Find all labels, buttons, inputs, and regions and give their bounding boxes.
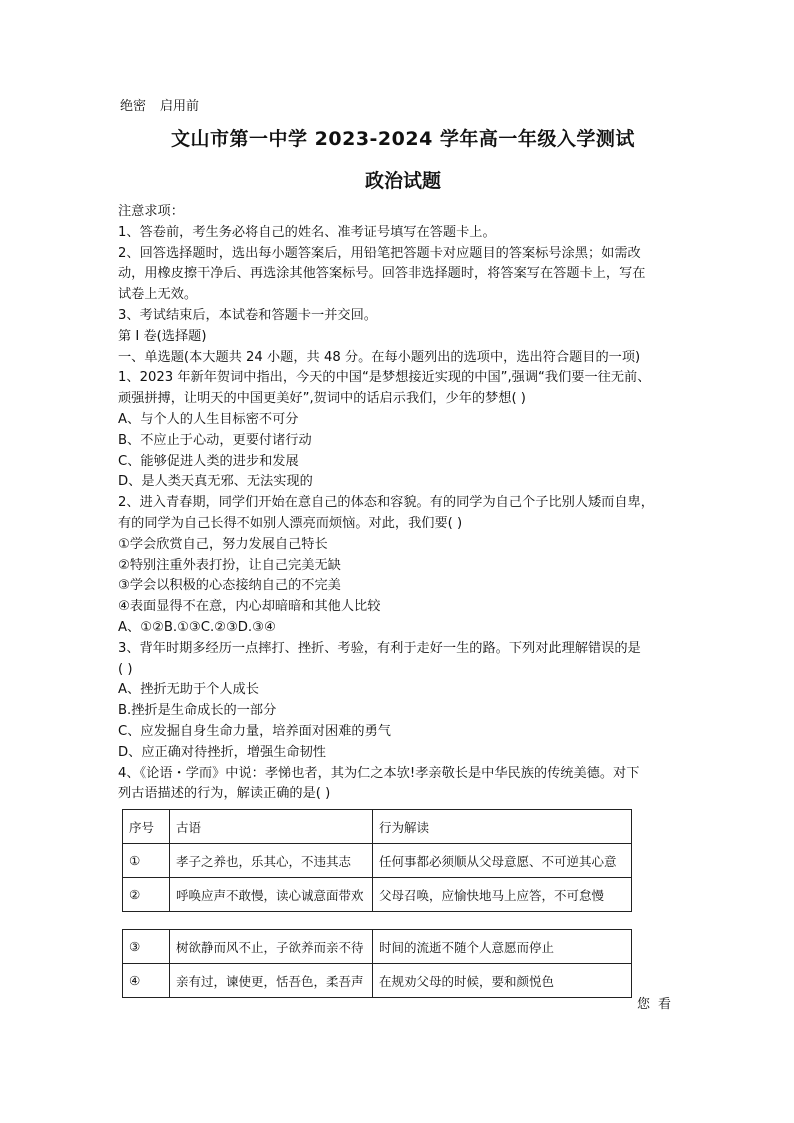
question-text: ( ) bbox=[118, 661, 133, 677]
table-cell: 孝子之养也，乐其心，不违其志 bbox=[170, 844, 373, 878]
table-cell: 呼唤应声不敢慢，读心诚意面带欢 bbox=[170, 878, 373, 912]
table-header-row bbox=[123, 810, 632, 844]
option: C、应发掘自身生命力量，培养面对困难的勇气 bbox=[118, 723, 391, 739]
table-cell: 在规劝父母的时候，要和颜悦色 bbox=[373, 964, 632, 998]
subject-title: 政治试题 bbox=[364, 170, 441, 192]
table-cell: 亲有过，谏使更，恬吾色，柔吾声 bbox=[170, 964, 373, 998]
question-text: 1、2023 年新年贺词中指出，今天的中国“是梦想接近实现的中国”,强调“我们要一往无前、 bbox=[118, 370, 651, 386]
table-cell: 时间的流逝不随个人意愿而停止 bbox=[373, 930, 632, 964]
table-row bbox=[123, 844, 632, 878]
notice-line: 试卷上无效。 bbox=[118, 287, 198, 303]
before-use-label: 启用前 bbox=[160, 99, 200, 114]
option: A、与个人的人生目标密不可分 bbox=[118, 411, 299, 427]
table-cell: ① bbox=[123, 844, 170, 878]
header-cell: 行为解读 bbox=[373, 810, 632, 844]
option: A、①②B.①③C.②③D.③④ bbox=[118, 619, 276, 635]
notice-heading: 注意求项： bbox=[118, 204, 184, 219]
option: D、是人类天真无邪、无法实现的 bbox=[118, 474, 313, 490]
option: B、不应止于心动，更要付诸行动 bbox=[118, 432, 312, 448]
table-row bbox=[123, 878, 632, 912]
notice-line: 3、考试结束后，本试卷和答题卡一并交回。 bbox=[118, 307, 377, 323]
table-row bbox=[123, 964, 632, 998]
exam-title: 文山市第一中学 2023-2024 学年高一年级入学测试 bbox=[171, 128, 635, 150]
statement: ④表面显得不在意，内心却暗暗和其他人比较 bbox=[118, 599, 381, 615]
confidential-header bbox=[120, 96, 688, 118]
statement: ①学会欣赏自己，努力发展自己特长 bbox=[118, 536, 328, 552]
statement: ③学会以积极的心态接纳自己的不完美 bbox=[118, 578, 341, 594]
statement: ②特别注重外表打扮，让自己完美无缺 bbox=[118, 557, 341, 573]
table-cell: 父母召唤，应愉快地马上应答，不可怠慢 bbox=[373, 878, 632, 912]
table-cell: 树欲静而风不止，子欲养而亲不待 bbox=[170, 930, 373, 964]
question-3 bbox=[118, 639, 688, 764]
notice-line: 1、答卷前，考生务必将自己的姓名、准考证号填写在答题卡上。 bbox=[118, 224, 496, 240]
proverb-table-bottom bbox=[122, 929, 632, 998]
question-1 bbox=[118, 368, 688, 493]
header-cell: 序号 bbox=[123, 810, 170, 844]
header-cell: 古语 bbox=[170, 810, 373, 844]
option: C、能够促进人类的进步和发展 bbox=[118, 453, 299, 469]
table-cell: ② bbox=[123, 878, 170, 912]
table-row bbox=[123, 930, 632, 964]
page-corner-text: 您看 bbox=[637, 997, 680, 1012]
question-text: 4、《论语・学而》中说：孝悌也者，其为仁之本欤!孝亲敬长是中华民族的传统美德。对下 bbox=[118, 765, 640, 781]
question-text: 列古语描述的行为，解读正确的是( ) bbox=[118, 786, 331, 802]
table-cell: ④ bbox=[123, 964, 170, 998]
question-text: 顽强拼搏，让明天的中国更美好”,贺词中的话启示我们，少年的梦想( ) bbox=[118, 391, 526, 407]
notice-line: 动，用橡皮擦干净后、再选涂其他答案标号。回答非选择题时，将答案写在答题卡上，写在 bbox=[118, 266, 646, 282]
question-text: 有的同学为自己长得不如别人漂亮而烦恼。对此，我们要( ) bbox=[118, 515, 463, 531]
option: B.挫折是生命成长的一部分 bbox=[118, 703, 277, 719]
section-heading: 一、单选题(本大题共 24 小题，共 48 分。在每小题列出的选项中，选出符合题目的一项) bbox=[118, 349, 641, 365]
secret-label: 绝密 bbox=[120, 99, 147, 114]
proverb-table-top bbox=[122, 809, 632, 912]
option: A、挫折无助于个人成长 bbox=[118, 682, 259, 698]
part-heading: 第 I 卷(选择题) bbox=[118, 328, 207, 344]
question-4 bbox=[118, 764, 688, 806]
table-cell: 任何事都必须顺从父母意愿、不可逆其心意 bbox=[373, 844, 632, 878]
question-text: 2、进入青春期，同学们开始在意自己的体态和容貌。有的同学为自己个子比别人矮而自卑， bbox=[118, 495, 654, 511]
notice-line: 2、回答选择题时，选出每小题答案后，用铅笔把答题卡对应题目的答案标号涂黑；如需改 bbox=[118, 245, 641, 261]
question-2 bbox=[118, 493, 688, 639]
option: D、应正确对待挫折，增强生命韧性 bbox=[118, 744, 326, 760]
exam-page bbox=[118, 96, 688, 805]
question-text: 3、背年时期多经历一点摔打、挫折、考验，有利于走好一生的路。下列对此理解错误的是 bbox=[118, 640, 641, 656]
table-cell: ③ bbox=[123, 930, 170, 964]
